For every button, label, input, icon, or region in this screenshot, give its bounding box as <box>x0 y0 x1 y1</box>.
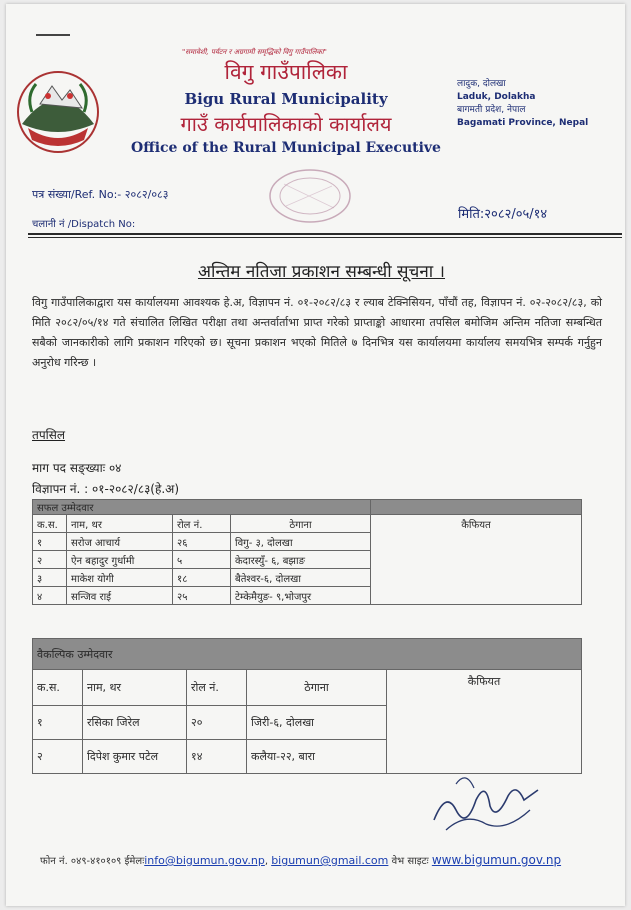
notice-heading: अन्तिम नतिजा प्रकाशन सम्बन्धी सूचना । <box>197 262 446 282</box>
cell-name: माकेश योगी <box>67 569 173 587</box>
col-name: नाम, थर <box>67 515 173 533</box>
cell-roll: २० <box>187 706 247 740</box>
schedule-label: तपसिल <box>32 428 66 442</box>
cell-sn: २ <box>33 551 67 569</box>
table-header-row <box>33 670 582 706</box>
cell-address: विगु- ३, दोलखा <box>231 533 371 551</box>
cell-roll: १४ <box>187 740 247 774</box>
cell-sn: ३ <box>33 569 67 587</box>
letter-date: मिति:२०८२/०५/१४ <box>458 207 548 222</box>
address-province-en: Bagamati Province, Nepal <box>457 118 589 128</box>
table-title-row <box>33 500 582 515</box>
cell-sn: २ <box>33 740 83 774</box>
col-roll: रोल नं. <box>173 515 231 533</box>
cell-roll: २६ <box>173 533 231 551</box>
office-name-np: गाउँ कार्यपालिकाको कार्यालय <box>180 112 392 136</box>
col-roll: रोल नं. <box>187 670 247 706</box>
cell-name: दिपेश कुमार पटेल <box>83 740 187 774</box>
cell-name: रसिका जिरेल <box>83 706 187 740</box>
cell-sn: १ <box>33 706 83 740</box>
address-block <box>457 78 588 130</box>
footer-separator: , <box>264 856 272 867</box>
notice-body: विगु गाउँपालिकाद्वारा यस कार्यालयमा आवश्यक हे.अ, विज्ञापन नं. ०१-२०८२/८३ र ल्याब टेक्निसियन, पाँचौं तह, विज्ञापन नं. ०२-२०८२/८३, को मिति २०८२/०५/१४ गते संचालित लिखित परीक्षा तथा अन्तर्वार्ताभा प्राप्त गरेको प्राप्ताङ्को आधारमा तपसिल बमोजिम अन्तिम नतिजा सम्बन्धित सबैको जानकारीको लागि प्रकाशन गरिएको छ। सूचना प्रकाशन भएको मितिले ७ दिनभित्र यस कार्यालयमा कार्यालय समयभित्र सम्पर्क गर्नुहुन अनुरोध गरिन्छ । <box>32 296 602 369</box>
header-rule-thin <box>28 237 622 238</box>
footer-email-info[interactable]: info@bigumun.gov.np <box>144 854 265 867</box>
table-title: सफल उम्मेदवार <box>33 500 371 515</box>
ref-number <box>32 187 169 202</box>
letter-page <box>6 4 625 906</box>
col-remarks: कैफियत <box>387 670 582 774</box>
alternate-candidates-table <box>32 638 582 774</box>
col-name: नाम, थर <box>83 670 187 706</box>
office-stamp-icon <box>264 164 356 228</box>
col-remarks: कैफियत <box>371 515 582 605</box>
signature-icon <box>426 760 546 840</box>
cell-address: केदारस्युँ- ६, बझाङ <box>231 551 371 569</box>
dispatch-number: चलानी नं /Dispatch No: <box>32 219 136 230</box>
cell-name: सरोज आचार्य <box>67 533 173 551</box>
table-title: वैकल्पिक उम्मेदवार <box>33 639 582 670</box>
ref-value: २०८२/०८३ <box>124 188 169 201</box>
footer-email-gmail[interactable]: bigumun@gmail.com <box>271 854 389 867</box>
cell-roll: १८ <box>173 569 231 587</box>
footer-contact <box>40 853 561 867</box>
col-address: ठेगाना <box>231 515 371 533</box>
cell-address: जिरी-६, दोलखा <box>247 706 387 740</box>
table-header-row <box>33 515 582 533</box>
header-rule <box>28 233 622 235</box>
motto: "समावेशी, पर्यटन र अग्रगामी समृद्धिको विगु गाउँपालिका" <box>182 48 327 56</box>
col-address: ठेगाना <box>247 670 387 706</box>
municipality-name-en: Bigu Rural Municipality <box>184 90 388 108</box>
successful-candidates-table <box>32 499 582 605</box>
office-name-en: Office of the Rural Municipal Executive <box>131 140 441 156</box>
table-title-row <box>33 639 582 670</box>
cell-name: सन्जिव राई <box>67 587 173 605</box>
address-place-en: Laduk, Dolakha <box>457 92 536 102</box>
footer-web-label: वेभ साइटः <box>388 856 432 867</box>
footer-website-link[interactable]: www.bigumun.gov.np <box>431 853 562 867</box>
cell-address: कलैया-२२, बारा <box>247 740 387 774</box>
cell-sn: ४ <box>33 587 67 605</box>
municipality-name-np: विगु गाउँपालिका <box>224 60 348 84</box>
address-place-np: लादुक, दोलखा <box>457 79 506 89</box>
col-sn: क.स. <box>33 515 67 533</box>
cell-roll: ५ <box>173 551 231 569</box>
cell-roll: २५ <box>173 587 231 605</box>
posts-count: माग पद सङ्ख्याः ०४ <box>32 461 122 475</box>
cell-name: ऐन बहादुर गुर्धामी <box>67 551 173 569</box>
col-sn: क.स. <box>33 670 83 706</box>
footer-phone: फोन नं. ०४९-४१०१०९ ईमेलः <box>40 856 145 867</box>
ref-label: पत्र संख्या/Ref. No:- <box>32 188 122 201</box>
cell-sn: १ <box>33 533 67 551</box>
cell-address: बैतेश्वर-६, दोलखा <box>231 569 371 587</box>
corner-mark <box>36 34 70 36</box>
advertisement-number: विज्ञापन नं. : ०१-२०८२/८३(हे.अ) <box>32 482 180 496</box>
cell-address: टेम्केमैयुङ- ९,भोजपुर <box>231 587 371 605</box>
address-province-np: बागमती प्रदेश, नेपाल <box>457 105 526 115</box>
